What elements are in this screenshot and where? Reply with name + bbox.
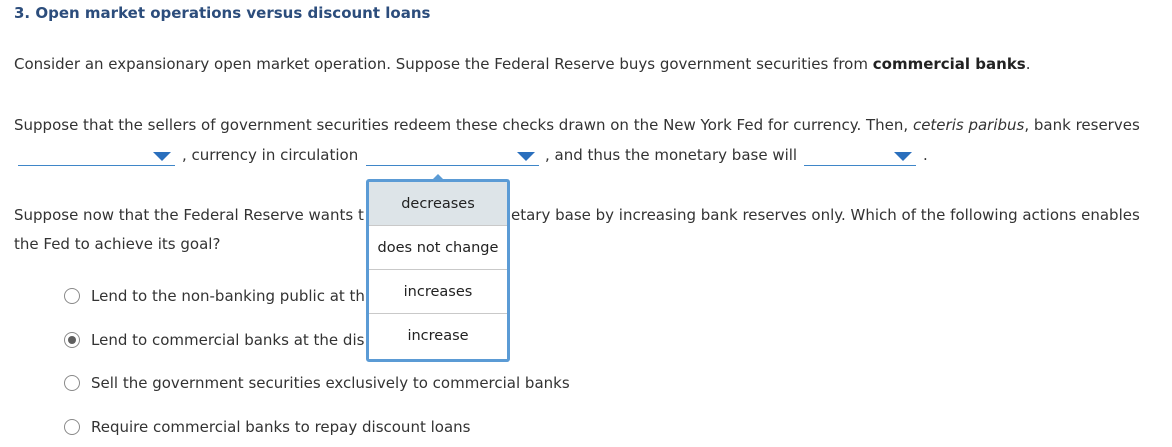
dropdown-menu bbox=[366, 179, 510, 362]
monetary-base-dropdown[interactable] bbox=[804, 146, 916, 166]
radio-label: Lend to commercial banks at the dis bbox=[91, 331, 365, 349]
bank-reserves-dropdown[interactable] bbox=[18, 146, 175, 166]
goal-paragraph-left: Suppose now that the Federal Reserve wants t bbox=[14, 206, 364, 224]
intro-paragraph bbox=[14, 55, 1031, 73]
goal-paragraph-right: etary base by increasing bank reserves only. Which of the following actions enables bbox=[511, 206, 1140, 224]
blank2-suffix: , and thus the monetary base will bbox=[545, 146, 798, 164]
intro-end: . bbox=[1025, 55, 1031, 73]
radio-label: Lend to the non-banking public at th bbox=[91, 287, 365, 305]
p2-text-a: Suppose that the sellers of government securities redeem these checks drawn on the New York Fed for currency. Then, bbox=[14, 116, 913, 134]
radio-button[interactable] bbox=[64, 419, 80, 435]
chevron-down-icon bbox=[153, 152, 171, 161]
menu-caret-icon bbox=[432, 174, 444, 180]
menu-option-does-not-change[interactable]: does not change bbox=[369, 226, 507, 270]
p2-italic: ceteris paribus bbox=[912, 116, 1025, 134]
menu-option-increases[interactable]: increases bbox=[369, 270, 507, 314]
intro-bold-text: commercial banks bbox=[872, 55, 1026, 73]
radio-label: Require commercial banks to repay discount loans bbox=[91, 418, 471, 436]
chevron-down-icon bbox=[894, 152, 912, 161]
intro-text: Consider an expansionary open market operation. Suppose the Federal Reserve buys government securities from bbox=[14, 55, 873, 73]
blank1-suffix: , currency in circulation bbox=[182, 146, 359, 164]
chevron-down-icon bbox=[517, 152, 535, 161]
menu-option-increase[interactable]: increase bbox=[407, 328, 469, 344]
p2-text-b: , bank reserves bbox=[1024, 116, 1140, 134]
radio-button[interactable] bbox=[64, 288, 80, 304]
radio-button[interactable] bbox=[64, 332, 80, 348]
reserves-paragraph bbox=[14, 116, 1140, 134]
question-title: 3. Open market operations versus discount loans bbox=[14, 4, 431, 22]
currency-dropdown[interactable] bbox=[366, 146, 539, 166]
menu-option-decreases[interactable]: decreases bbox=[369, 182, 507, 226]
radio-button[interactable] bbox=[64, 375, 80, 391]
radio-label: Sell the government securities exclusively to commercial banks bbox=[91, 374, 570, 392]
blank3-suffix: . bbox=[923, 146, 928, 164]
goal-paragraph-line2: the Fed to achieve its goal? bbox=[14, 235, 221, 253]
